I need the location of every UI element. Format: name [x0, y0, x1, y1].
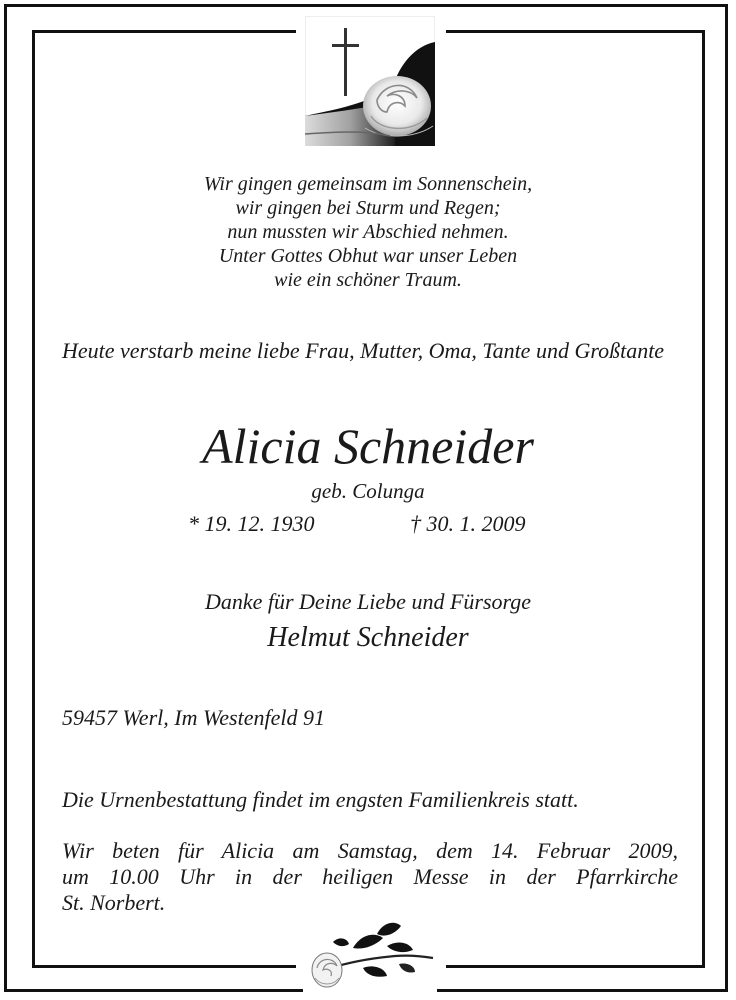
- service-line: um 10.00 Uhr in der heiligen Messe in der Pfarrkirche: [62, 864, 678, 889]
- poem-line: wie ein schöner Traum.: [274, 269, 462, 291]
- poem: [80, 172, 656, 292]
- deceased-name: Alicia Schneider: [202, 418, 534, 474]
- maiden-name: geb. Colunga: [311, 479, 425, 503]
- service-line: St. Norbert.: [62, 890, 166, 915]
- burial-note: Die Urnenbestattung findet im engsten Familienkreis statt.: [62, 787, 579, 812]
- thanks-line: Danke für Deine Liebe und Fürsorge: [204, 589, 532, 614]
- poem-line: Wir gingen gemeinsam im Sonnenschein,: [203, 173, 533, 195]
- address: 59457 Werl, Im Westenfeld 91: [62, 705, 325, 730]
- birth-date: * 19. 12. 1930: [188, 511, 315, 536]
- poem-line: nun mussten wir Abschied nehmen.: [227, 221, 509, 243]
- service-note: [62, 838, 678, 916]
- signer-name: Helmut Schneider: [267, 622, 469, 653]
- service-line: Wir beten für Alicia am Samstag, dem 14. Februar 2009,: [62, 838, 678, 863]
- announcement-text: Heute verstarb meine liebe Frau, Mutter, Oma, Tante und Großtante: [62, 338, 665, 363]
- rose-icon: [303, 918, 437, 994]
- cross-and-rose-icon: [305, 16, 435, 146]
- poem-line: Unter Gottes Obhut war unser Leben: [218, 245, 518, 267]
- death-date: † 30. 1. 2009: [410, 511, 526, 536]
- poem-line: wir gingen bei Sturm und Regen;: [235, 197, 501, 219]
